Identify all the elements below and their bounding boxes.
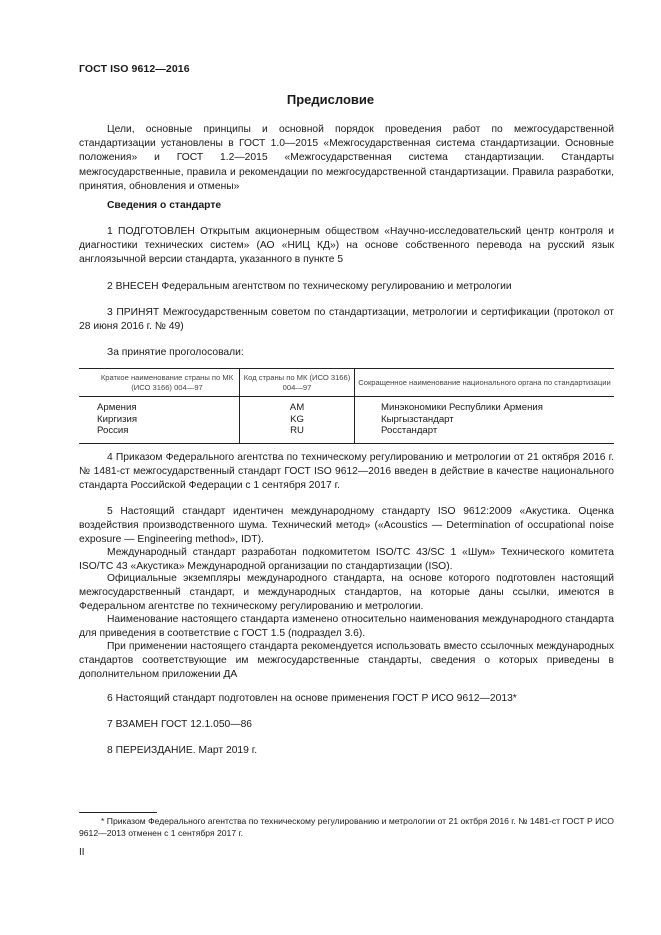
code-cell: KG [240, 414, 355, 426]
body-cell: Минэкономики Республики Армения [355, 397, 615, 414]
item-3-paragraph: 3 ПРИНЯТ Межгосударственным советом по стандартизации, метрологии и сертификации (протокол от 28 июня 2016 г. № 49) [79, 307, 614, 333]
document-code-header: ГОСТ ISO 9612—2016 [79, 63, 190, 75]
body-cell: Кыргызстандарт [355, 414, 615, 426]
column-header-body: Сокращенное наименование национального органа по стандартизации [355, 369, 615, 397]
table-row [79, 397, 614, 414]
item-5-title-change-paragraph: Наименование настоящего стандарта изменено относительно наименования международного стандарта для приведения в соответствие с ГОСТ 1.5 (подраздел 3.6). [79, 614, 614, 640]
item-5-committee-paragraph: Международный стандарт разработан подкомитетом ISO/TC 43/SC 1 «Шум» Технического комитета ISO/TC 43 «Акустика» Международной организации по стандартизации (ISO). [79, 547, 614, 573]
vote-intro: За принятие проголосовали: [107, 347, 244, 358]
body-cell: Росстандарт [355, 425, 615, 443]
voting-table [79, 368, 614, 444]
page-number: II [79, 847, 85, 858]
page-title: Предисловие [286, 92, 375, 107]
intro-paragraph: Цели, основные принципы и основной порядок проведения работ по межгосударственной стандартизации установлены в ГОСТ 1.0—2015 «Межгосударственная система стандартизации. Основные положения» и ГОСТ 1.2—2015 «Межгосударственная система стандартизации. Стандарты межгосударственные, правила и рекомендации по межгосударственной стандартизации. Правила разработки, принятия, обновления и отмены» [79, 124, 614, 192]
table-row [79, 425, 614, 443]
item-8-paragraph: 8 ПЕРЕИЗДАНИЕ. Март 2019 г. [107, 745, 258, 756]
item-5-paragraph: 5 Настоящий стандарт идентичен международному стандарту ISO 9612:2009 «Акустика. Оценка воздействия производственного шума. Технический метод» («Acoustics — Determination of occupational noise exposure — Engineering method», IDT). [79, 506, 614, 546]
code-cell: RU [240, 425, 355, 443]
item-2-paragraph: 2 ВНЕСЕН Федеральным агентством по техническому регулированию и метрологии [107, 281, 512, 292]
item-7-paragraph: 7 ВЗАМЕН ГОСТ 12.1.050—86 [107, 719, 253, 730]
column-header-country: Краткое наименование страны по МК (ИСО 3166) 004—97 [79, 369, 240, 397]
item-4-paragraph: 4 Приказом Федерального агентства по техническому регулированию и метрологии от 21 октября 2016 г. № 1481-ст межгосударственный стандарт ГОСТ ISO 9612—2016 введен в действие в качестве национального стандарта Российской Федерации с 1 сентября 2017 г. [79, 452, 614, 492]
info-heading: Сведения о стандарте [107, 200, 222, 211]
country-cell: Армения [97, 402, 137, 413]
country-cell: Россия [79, 425, 240, 443]
code-cell: AM [240, 397, 355, 414]
column-header-code: Код страны по МК (ИСО 3166) 004—97 [240, 369, 355, 397]
table-header-row [79, 369, 614, 397]
table-row [79, 414, 614, 426]
item-6-paragraph: 6 Настоящий стандарт подготовлен на основе применения ГОСТ Р ИСО 9612—2013* [107, 693, 517, 704]
item-1-paragraph: 1 ПОДГОТОВЛЕН Открытым акционерным обществом «Научно-исследовательский центр контроля и диагностики технических систем» (АО «НИЦ КД») на основе собственного перевода на русский язык англоязычной версии стандарта, указанного в пункте 5 [79, 226, 614, 266]
country-cell: Киргизия [97, 413, 138, 425]
item-5-references-paragraph: При применении настоящего стандарта рекомендуется использовать вместо ссылочных международных стандартов соответствующие им межгосударственные стандарты, сведения о которых приведены в дополнительном приложении ДА [79, 641, 614, 681]
footnote-divider [79, 812, 157, 813]
footnote: * Приказом Федерального агентства по техническому регулированию и метрологии от 21 октбря 2016 г. № 1481-ст ГОСТ Р ИСО 9612—2013 отменен с 1 сентября 2017 г. [79, 816, 614, 838]
item-5-official-copies-paragraph: Официальные экземпляры международного стандарта, на основе которого подготовлен настоящий межгосударственный стандарт, и международных стандартов, на которые даны ссылки, имеются в Федеральном агентстве по техническому регулированию и метрологии. [79, 573, 614, 613]
